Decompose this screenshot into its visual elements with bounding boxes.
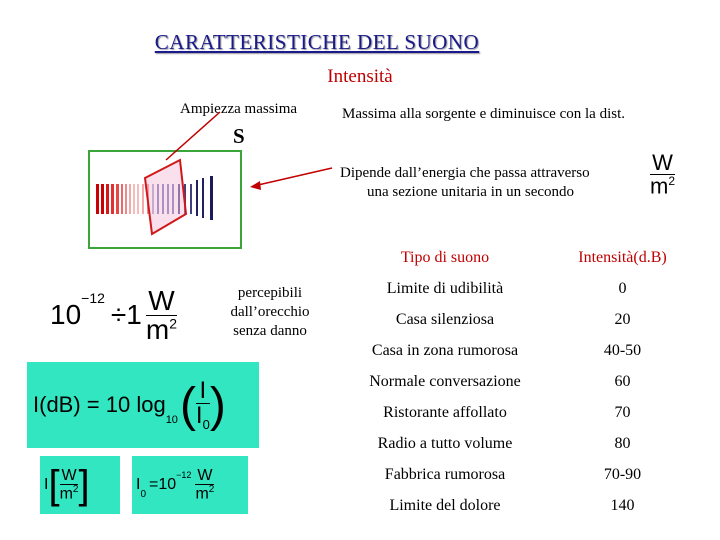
unit-numerator: W (652, 150, 673, 175)
table-row (335, 366, 690, 397)
db-log-base: 10 (165, 414, 178, 426)
intensity-unit-exponent: 2 (72, 483, 79, 495)
intensity-range-formula (50, 280, 177, 350)
reference-symbol: I (136, 476, 141, 493)
table-row (335, 397, 690, 428)
intensity-unit-formula: I [ $\frac{W}{m^2}$ ] (40, 456, 120, 514)
table-cell-intensity: 70-90 (603, 465, 642, 483)
table-cell-intensity: 40-50 (603, 341, 642, 359)
intensity-unit-denominator: m (59, 485, 73, 503)
perceptible-line3: senza danno (233, 323, 307, 339)
table-header-row (335, 242, 690, 273)
table-cell-intensity: 80 (614, 434, 631, 452)
table-cell-sound: Fabbrica rumorosa (384, 465, 506, 483)
decibel-formula: I(dB) = 10 log $_{10}$ ( $\frac{I}{I_0}$ ) (27, 362, 259, 448)
table-header-sound-type: Tipo di suono (400, 248, 490, 266)
reference-rhs: =10 (149, 476, 177, 493)
table-cell-intensity: 140 (610, 496, 635, 514)
table-cell-sound: Casa silenziosa (395, 310, 495, 328)
table-cell-sound: Radio a tutto volume (377, 434, 513, 452)
db-formula-lhs: I(dB) = 10 log (33, 392, 166, 417)
intensity-symbol: I (44, 476, 49, 493)
table-row (335, 304, 690, 335)
unit-fraction (650, 152, 675, 197)
range-unit-exponent: 2 (169, 315, 177, 332)
energy-description-line1: Dipende dall’energia che passa attraverso (340, 165, 590, 181)
db-formula-denominator-sub: 0 (202, 416, 210, 432)
range-unit-numerator: W (148, 284, 175, 316)
table-row (335, 428, 690, 459)
table-row (335, 459, 690, 490)
table-row (335, 273, 690, 304)
sound-intensity-table (335, 242, 690, 521)
table-cell-intensity: 20 (614, 310, 631, 328)
reference-unit-denominator: m (195, 485, 209, 503)
range-unit-denominator: m (145, 313, 170, 345)
surface-label: S (233, 124, 245, 148)
range-low-exponent: −12 (81, 290, 105, 306)
range-low-base: 10 (50, 299, 82, 330)
perceptible-line1: percepibili (237, 285, 303, 301)
reference-intensity-formula (132, 456, 248, 514)
table-header-intensity: Intensità(d.B) (578, 248, 667, 266)
intensity-unit-numerator: W (61, 466, 77, 484)
unit-exponent: 2 (668, 174, 676, 188)
page-title: CARATTERISTICHE DEL SUONO (154, 30, 480, 54)
table-row (335, 490, 690, 521)
db-formula-numerator: I (199, 377, 207, 405)
energy-description-line2: una sezione unitaria in un secondo (367, 184, 575, 200)
amplitude-description: Massima alla sorgente e diminuisce con la dist. (342, 106, 625, 122)
perceptible-note (214, 284, 326, 341)
table-cell-sound: Normale conversazione (369, 372, 521, 390)
reference-unit-numerator: W (197, 466, 213, 484)
table-cell-intensity: 0 (618, 279, 627, 297)
reference-exponent: −12 (176, 470, 192, 480)
page-subtitle: Intensità (327, 66, 393, 87)
range-separator: ÷1 (110, 299, 142, 330)
db-formula-denominator: I (195, 402, 203, 430)
table-row (335, 335, 690, 366)
reference-symbol-sub: 0 (140, 489, 147, 500)
perceptible-line2: dall’orecchio (230, 304, 310, 320)
unit-denominator: m (650, 173, 669, 199)
amplitude-label: Ampiezza massima (180, 101, 298, 117)
table-cell-sound: Limite del dolore (389, 496, 501, 514)
table-cell-sound: Limite di udibilità (386, 279, 504, 297)
table-cell-sound: Ristorante affollato (383, 403, 507, 421)
table-cell-intensity: 70 (614, 403, 631, 421)
table-cell-intensity: 60 (614, 372, 631, 390)
reference-unit-exponent: 2 (208, 483, 215, 495)
table-cell-sound: Casa in zona rumorosa (371, 341, 519, 359)
